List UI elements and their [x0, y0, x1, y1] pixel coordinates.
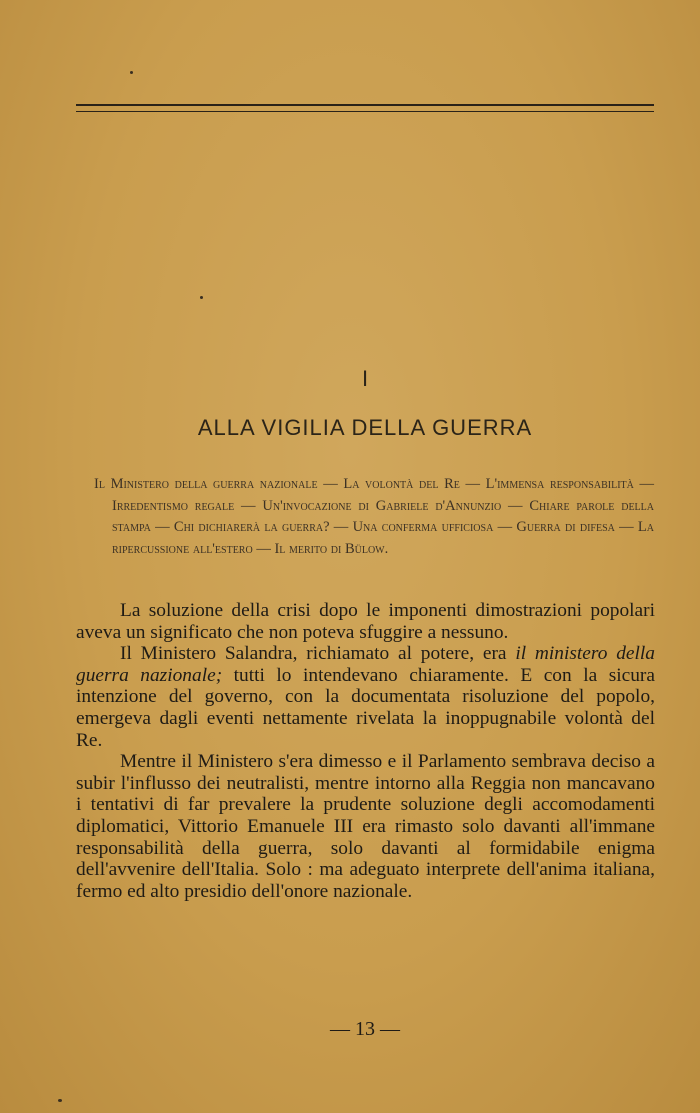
paper-speck — [130, 71, 133, 74]
paragraph: La soluzione della crisi dopo le imponenti dimostrazioni popolari aveva un significato che non poteva sfuggire a nessuno. — [76, 600, 655, 643]
paragraph — [76, 643, 655, 751]
page-number: — 13 — — [330, 1018, 400, 1040]
header-rule-thick — [76, 104, 654, 106]
italic-phrase: il ministero della guerra nazionale; — [76, 643, 655, 686]
paper-speck — [200, 296, 203, 299]
paragraph-text: tutti lo intendevano chiaramente. E con la sicura intenzione del governo, con la documentata risoluzione del popolo, emergeva dagli eventi nettamente rivelata la inoppugnabile volontà del Re. — [76, 664, 655, 751]
body-text — [76, 600, 655, 902]
chapter-number: I — [361, 366, 369, 391]
paragraph-text: Il Ministero Salandra, richiamato al potere, era — [120, 643, 516, 665]
header-rule-thin — [76, 111, 654, 112]
paper-speck — [58, 1099, 62, 1102]
chapter-title: ALLA VIGILIA DELLA GUERRA — [197, 415, 533, 440]
chapter-summary: Il Ministero della guerra nazionale — La volontà del Re — L'immensa responsabilità — Irredentismo regale — Un'invocazione di Gabriele d'Annunzio — Chiare parole della stampa — Chi dichiarerà la guerra? — Una conferma ufficiosa — Guerra di difesa — La ripercussione all'estero — Il merito di Bülow. — [94, 476, 654, 557]
paragraph: Mentre il Ministero s'era dimesso e il Parlamento sembrava deciso a subir l'influsso dei neutralisti, mentre intorno alla Reggia non mancavano i tentativi di far prevalere la prudente soluzione degli accomodamenti diplomatici, Vittorio Emanuele III era rimasto solo davanti all'immane responsabilità della guerra, solo davanti al formidabile enigma dell'avvenire dell'Italia. Solo : ma adeguato interprete dell'anima italiana, fermo ed alto presidio dell'onore nazionale. — [76, 751, 655, 902]
